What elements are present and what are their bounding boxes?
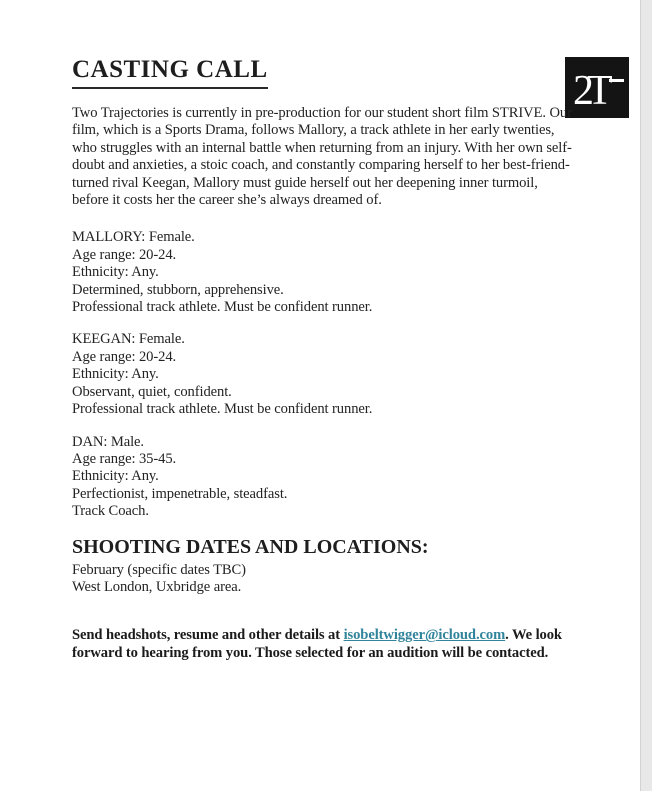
role-note: Professional track athlete. Must be confident runner. <box>72 299 373 316</box>
role-age-range: Age range: 20-24. <box>72 348 177 365</box>
contact-email-link[interactable]: isobeltwigger@icloud.com <box>343 627 506 644</box>
role-header: DAN: Male. <box>72 433 144 450</box>
role-header: KEEGAN: Female. <box>72 331 185 348</box>
page-title: CASTING CALL <box>72 56 268 89</box>
role-traits: Observant, quiet, confident. <box>72 383 232 400</box>
logo-crossbar-decoration <box>609 79 624 82</box>
role-ethnicity: Ethnicity: Any. <box>72 468 159 485</box>
logo-2t-monogram: 2T <box>573 68 606 114</box>
contact-paragraph <box>72 627 572 663</box>
role-block-keegan <box>72 331 572 418</box>
shooting-location-line: West London, Uxbridge area. <box>72 578 242 595</box>
role-traits: Determined, stubborn, apprehensive. <box>72 281 284 298</box>
intro-paragraph: Two Trajectories is currently in pre-production for our student short film STRIVE. Our film, which is a Sports Drama, follows Mallory, a track athlete in her early twenties, who struggles with an internal battle when returning from an injury. With her own self-doubt and anxieties, a stoic coach, and constantly comparing herself to her best-friend-turned rival Keegan, Mallory must guide herself out her deepening inner turmoil, before it costs her the career she’s always dreamed of. <box>72 105 572 209</box>
role-ethnicity: Ethnicity: Any. <box>72 264 159 281</box>
role-note: Professional track athlete. Must be confident runner. <box>72 401 373 418</box>
role-block-mallory <box>72 229 572 316</box>
contact-text-prefix: Send headshots, resume and other details at <box>72 627 344 644</box>
contact-text-suffix: . We look forward to hearing from you. Those selected for an audition will be contacted. <box>72 627 562 662</box>
role-age-range: Age range: 35-45. <box>72 450 177 467</box>
shooting-dates-heading: SHOOTING DATES AND LOCATIONS: <box>72 535 429 558</box>
role-ethnicity: Ethnicity: Any. <box>72 366 159 383</box>
shooting-dates-line: February (specific dates TBC) <box>72 561 246 578</box>
role-header: MALLORY: Female. <box>72 229 195 246</box>
document-body <box>72 56 572 663</box>
role-block-dan <box>72 434 572 521</box>
two-trajectories-logo <box>565 57 629 118</box>
page-right-edge <box>640 0 652 791</box>
role-age-range: Age range: 20-24. <box>72 246 177 263</box>
role-traits: Perfectionist, impenetrable, steadfast. <box>72 485 288 502</box>
role-note: Track Coach. <box>72 503 149 520</box>
